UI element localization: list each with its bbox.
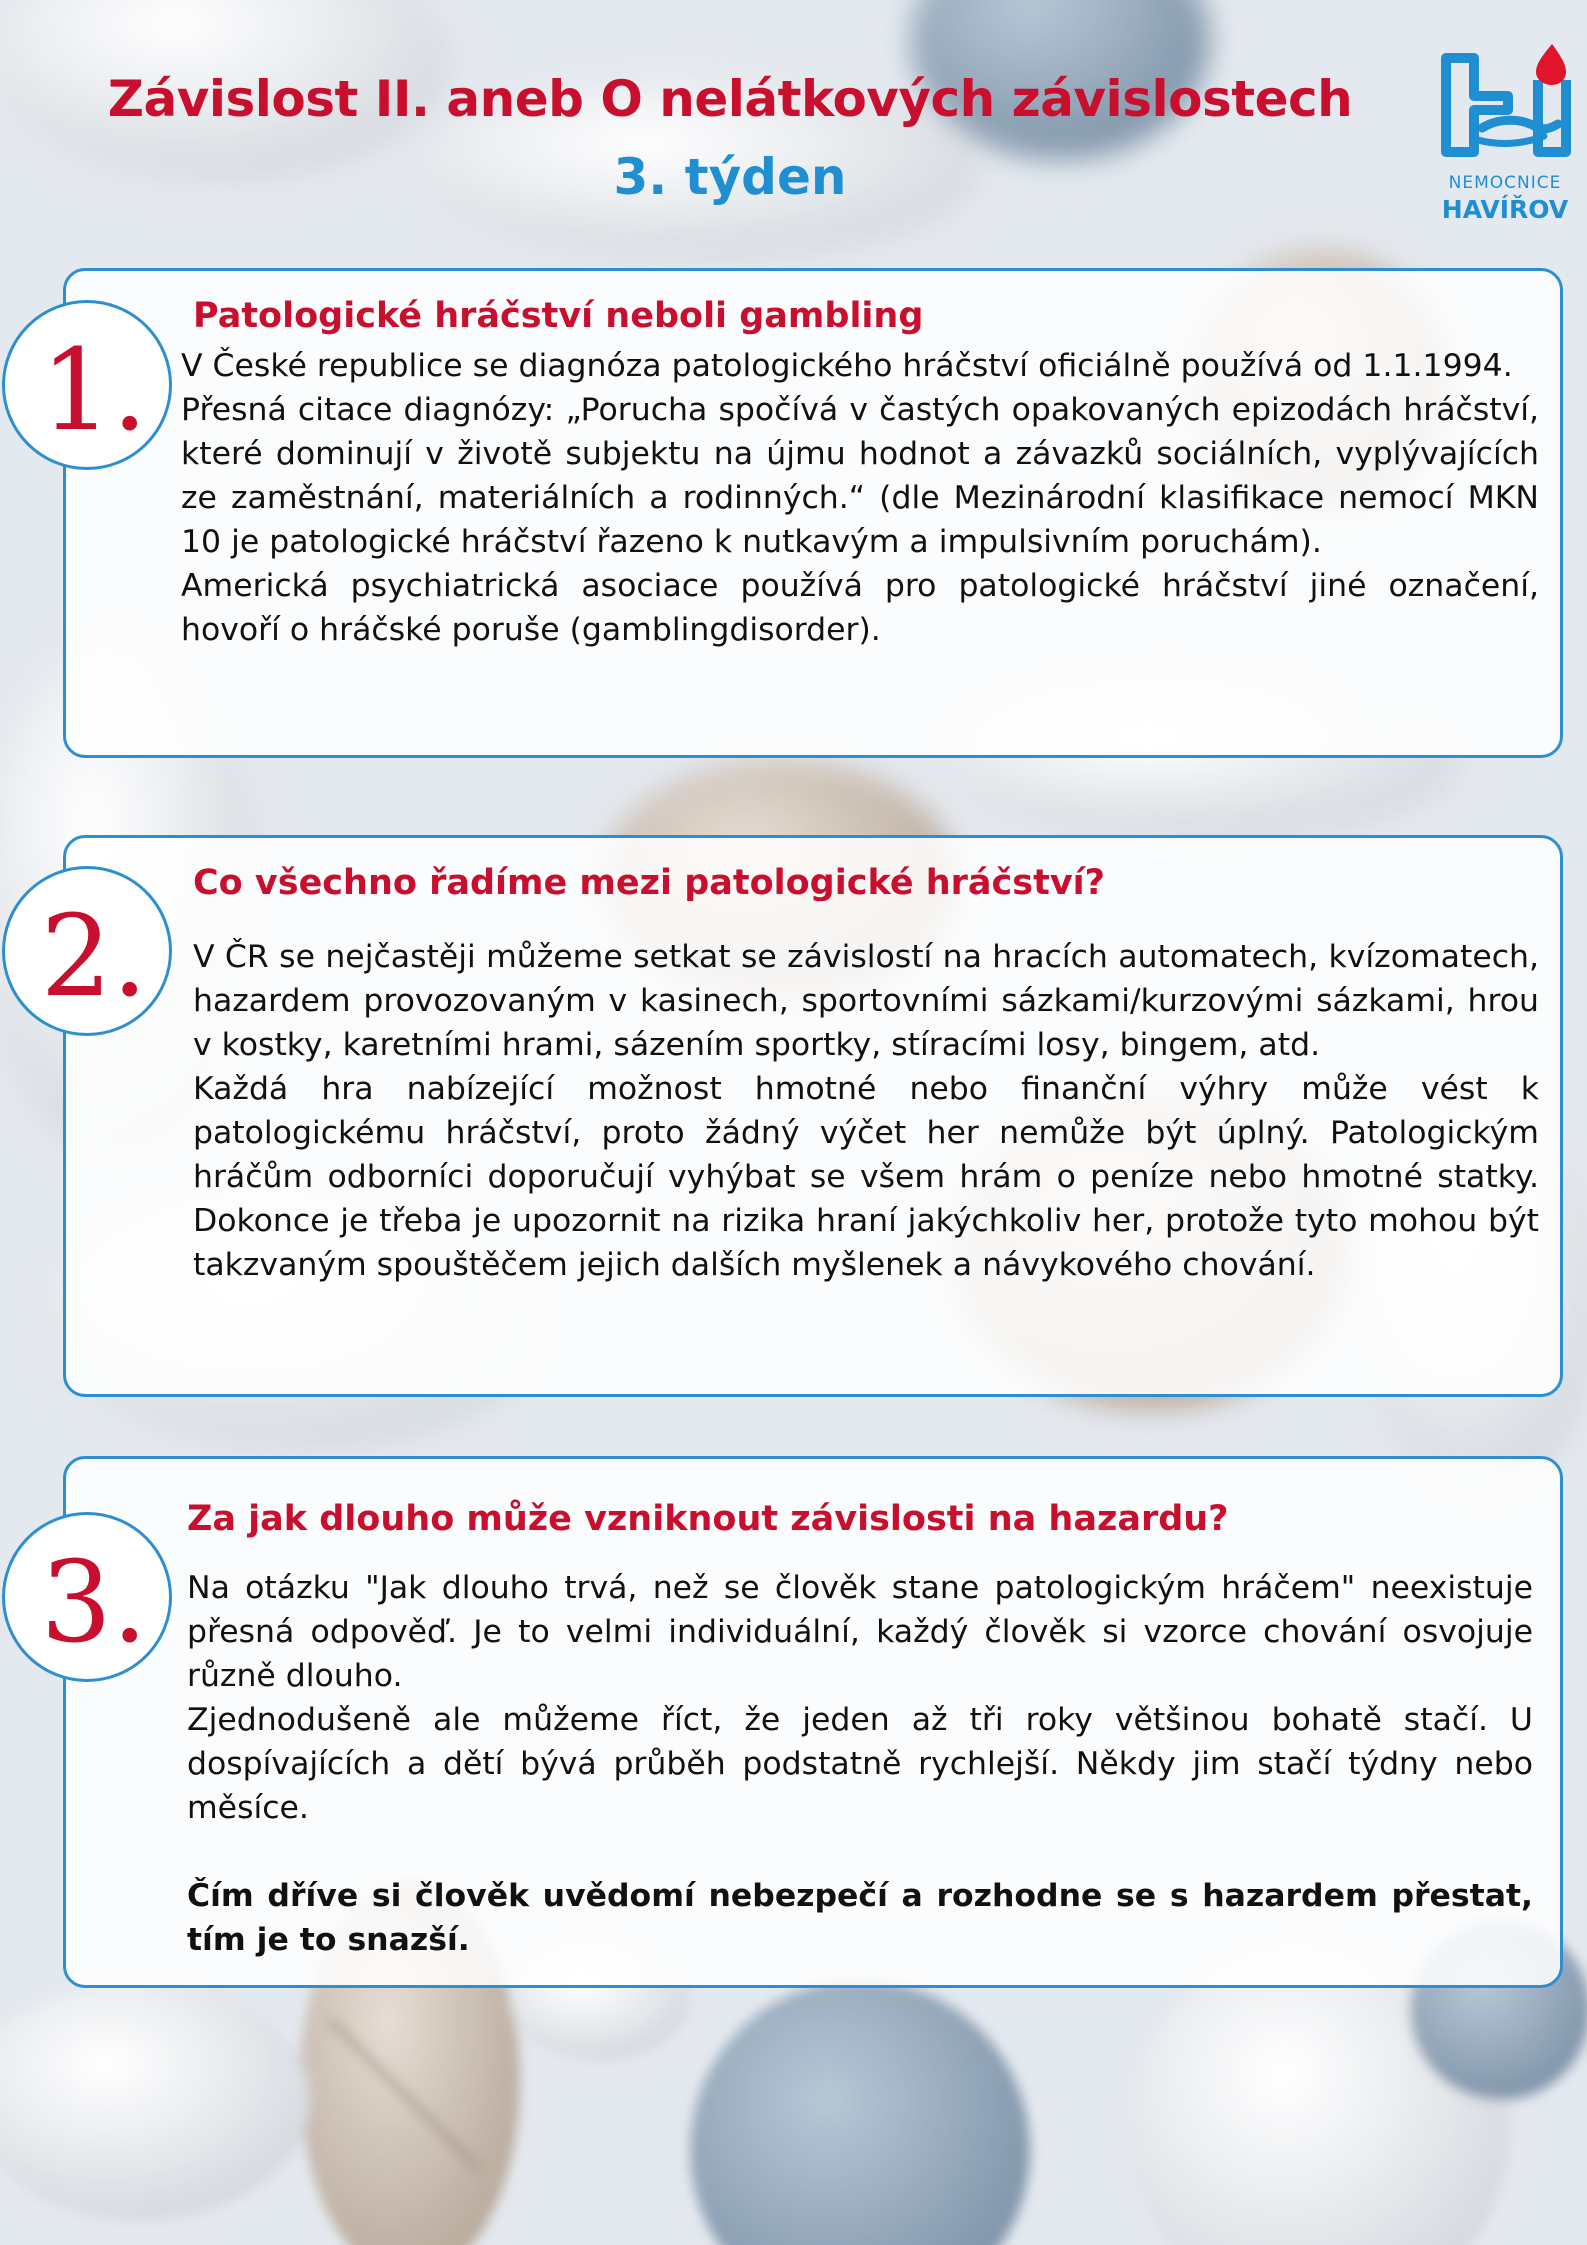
section-1-paragraph-1: V České republice se diagnóza patologického hráčství oficiálně používá od 1.1.1994. bbox=[181, 348, 1513, 384]
logo-line-2: HAVÍŘOV bbox=[1441, 195, 1569, 224]
section-heading-1: Patologické hráčství neboli gambling bbox=[193, 296, 924, 336]
section-heading-3: Za jak dlouho může vzniknout závislosti na hazardu? bbox=[187, 1499, 1229, 1539]
hospital-logo-icon bbox=[1438, 40, 1573, 168]
section-body-3 bbox=[187, 1566, 1533, 1962]
section-number-badge-1 bbox=[2, 300, 172, 470]
page-header bbox=[0, 0, 1587, 250]
section-3-emphasis: Čím dříve si člověk uvědomí nebezpečí a rozhodne se s hazardem přestat, tím je to snazší. bbox=[187, 1878, 1533, 1958]
section-1-paragraph-3: Americká psychiatrická asociace používá pro patologické hráčství jiné označení, hovoří o hráčské poruše (gamblingdisorder). bbox=[181, 568, 1539, 648]
section-number-badge-2 bbox=[2, 866, 172, 1036]
section-card-1 bbox=[63, 268, 1563, 758]
section-body-1 bbox=[181, 344, 1539, 652]
section-2-paragraph-1: V ČR se nejčastěji můžeme setkat se závislostí na hracích automatech, kvízomatech, hazardem provozovaným v kasinech, sportovními sázkami/kurzovými sázkami, hrou v kostky, karetními hrami, sázením sportky, stíracími losy, bingem, atd. bbox=[193, 939, 1539, 1063]
section-body-2 bbox=[193, 935, 1539, 1287]
section-heading-2: Co všechno řadíme mezi patologické hráčství? bbox=[193, 863, 1105, 903]
section-number-badge-3 bbox=[2, 1512, 172, 1682]
section-3-paragraph-1: Na otázku "Jak dlouho trvá, než se člověk stane patologickým hráčem" neexistuje přesná odpověď. Je to velmi individuální, každý člověk si vzorce chování osvojuje různě dlouho. bbox=[187, 1570, 1533, 1694]
section-2-paragraph-2: Každá hra nabízející možnost hmotné nebo finanční výhry může vést k patologickému hráčství, proto žádný výčet her nemůže být úplný. Patologickým hráčům odborníci doporučují vyhýbat se všem hrám o peníze nebo hmotné statky. Dokonce je třeba je upozornit na rizika hraní jakýchkoliv her, protože tyto mohou být takzvaným spouštěčem jejich dalších myšlenek a návykového chování. bbox=[193, 1071, 1539, 1283]
section-card-3 bbox=[63, 1456, 1563, 1988]
section-number-2: 2. bbox=[40, 892, 148, 1022]
hospital-logo bbox=[1430, 40, 1580, 230]
section-number-1: 1. bbox=[40, 326, 148, 456]
page-title: Závislost II. aneb O nelátkových závislostech bbox=[107, 70, 1353, 128]
section-card-2 bbox=[63, 835, 1563, 1397]
page-subtitle: 3. týden bbox=[613, 148, 847, 206]
section-number-3: 3. bbox=[40, 1538, 148, 1668]
logo-line-1: NEMOCNICE bbox=[1448, 173, 1562, 193]
section-3-paragraph-2: Zjednodušeně ale můžeme říct, že jeden až tři roky většinou bohatě stačí. U dospívajících a dětí bývá průběh podstatně rychlejší. Někdy jim stačí týdny nebo měsíce. bbox=[187, 1702, 1533, 1826]
section-1-paragraph-2: Přesná citace diagnózy: „Porucha spočívá v častých opakovaných epizodách hráčství, které dominují v životě subjektu na újmu hodnot a závazků sociálních, vyplývajících ze zaměstnání, materiálních a rodinných.“ (dle Mezinárodní klasifikace nemocí MKN 10 je patologické hráčství řazeno k nutkavým a impulsivním poruchám). bbox=[181, 392, 1539, 560]
